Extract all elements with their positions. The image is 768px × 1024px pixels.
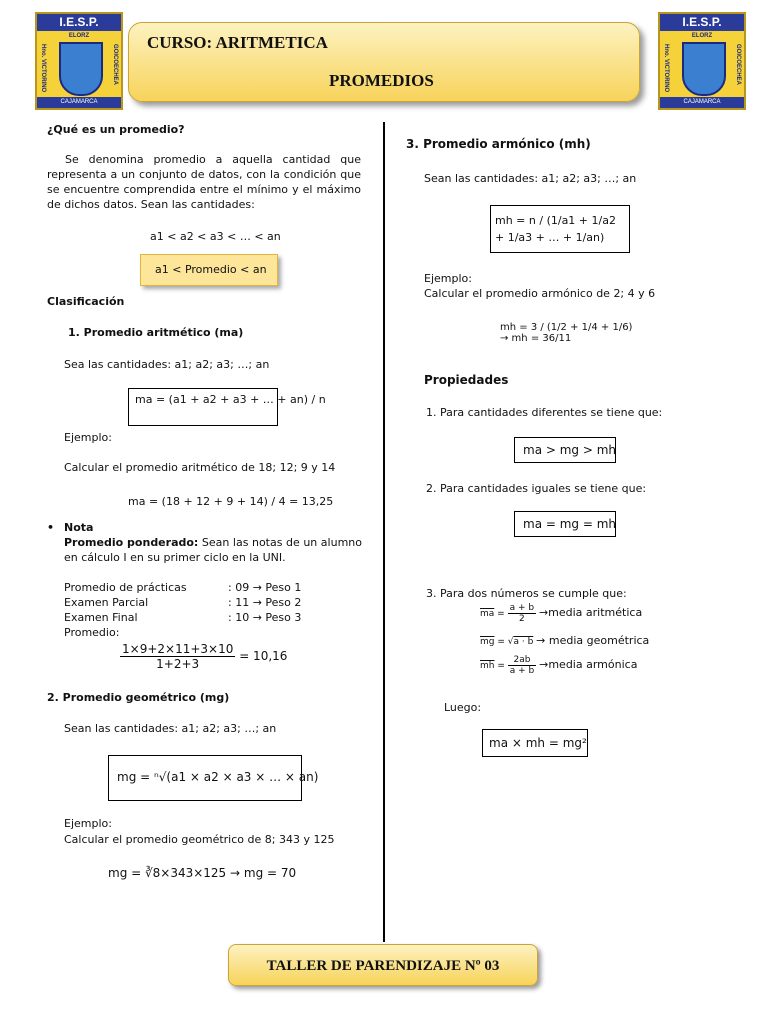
grade-label: Promedio de prácticas: [64, 581, 187, 594]
clasificacion-heading: Clasificación: [47, 295, 125, 308]
geometrico-calc: Calcular el promedio geométrico de 8; 343 y 125: [64, 833, 335, 846]
torch-icon: [59, 42, 103, 96]
media-armonica-label: →media armónica: [539, 658, 638, 671]
armonico-cantidades: Sean las cantidades: a1; a2; a3; …; an: [424, 172, 637, 185]
ejemplo-label: Ejemplo:: [64, 817, 112, 830]
grade-row: [64, 580, 364, 595]
geometrico-example: mg = ∛8×343×125 → mg = 70: [108, 866, 297, 880]
course-title: CURSO: ARITMETICA: [147, 33, 328, 52]
ponderado-label: Promedio ponderado:: [64, 536, 199, 549]
grade-label: Examen Final: [64, 611, 138, 624]
logo-right-text: GOICOECHEA: [112, 44, 118, 86]
torch-icon: [682, 42, 726, 96]
question-title: ¿Qué es un promedio?: [47, 123, 185, 136]
propiedad-1: 1. Para cantidades diferentes se tiene que:: [426, 406, 663, 419]
mg-two-formula: $\overline{mg} = √a \cdot b$ → media geométrica: [480, 634, 650, 647]
grade-label: Examen Parcial: [64, 596, 149, 609]
aritmetico-example: ma = (18 + 12 + 9 + 14) / 4 = 13,25: [128, 495, 334, 508]
geometrico-formula-box: mg = ⁿ√(a1 × a2 × a3 × … × an): [108, 755, 302, 801]
luego-box: ma × mh = mg²: [482, 729, 588, 757]
order-relation: a1 < a2 < a3 < … < an: [150, 230, 281, 243]
ejemplo-label: Ejemplo:: [64, 431, 112, 444]
section-armonico-title: 3. Promedio armónico (mh): [406, 137, 591, 151]
propiedad-2: 2. Para cantidades iguales se tiene que:: [426, 482, 647, 495]
logo-title: I.E.S.P.: [37, 14, 121, 31]
propiedad-3: 3. Para dos números se cumple que:: [426, 587, 627, 600]
logo-right-text: GOICOECHEA: [735, 44, 741, 86]
aritmetico-cantidades: Sea las cantidades: a1; a2; a3; …; an: [64, 358, 270, 371]
ponderado-text: Sean las notas de un alumno en cálculo I en su primer ciclo en la UNI.: [64, 536, 362, 564]
armonico-calc: Calcular el promedio armónico de 2; 4 y 6: [424, 287, 656, 300]
ejemplo-label: Ejemplo:: [424, 272, 472, 285]
footer-banner: TALLER DE PARENDIZAJE Nº 03: [228, 944, 538, 986]
section-geometrico-title: 2. Promedio geométrico (mg): [47, 691, 230, 704]
propiedad-1-box: ma > mg > mh: [514, 437, 616, 463]
aritmetico-formula-box: ma = (a1 + a2 + a3 + … + an) / n: [128, 388, 278, 426]
grade-value: : 10 → Peso 3: [228, 611, 302, 624]
geometrico-cantidades: Sean las cantidades: a1; a2; a3; …; an: [64, 722, 277, 735]
school-logo-left: [35, 12, 123, 110]
logo-sub: ELORZ: [691, 33, 713, 39]
propiedades-heading: Propiedades: [424, 373, 509, 387]
propiedad-2-box: ma = mg = mh: [514, 511, 616, 537]
title-banner: [128, 22, 640, 102]
bullet-icon: •: [47, 521, 55, 534]
media-geometrica-label: → media geométrica: [536, 634, 650, 647]
grades-list: [64, 580, 364, 640]
logo-bottom: CAJAMARCA: [37, 97, 121, 108]
logo-left-text: Hno. VICTORINO: [40, 44, 46, 93]
ma-two-formula: $\overline{ma}$ = $\frac{a + b}{2}$ →media aritmética: [480, 603, 643, 624]
intro-paragraph: Se denomina promedio a aquella cantidad que representa a un conjunto de datos, con la condición que se encuentre comprendida entre el mínimo y el máximo de dichos datos. Sean las cantidades:: [47, 153, 361, 211]
media-aritmetica-label: →media aritmética: [538, 606, 643, 619]
logo-title: I.E.S.P.: [660, 14, 744, 31]
armonico-example: mh = 3 / (1/2 + 1/4 + 1/6) → mh = 36/11: [500, 322, 633, 344]
grade-row: [64, 610, 364, 625]
grade-value: : 11 → Peso 2: [228, 596, 302, 609]
topic-title: PROMEDIOS: [329, 71, 434, 90]
ponderado-denominator: 1+2+3: [156, 657, 200, 671]
ponderado-result: = 10,16: [239, 649, 288, 663]
nota-heading: Nota: [64, 521, 94, 534]
grade-value: : 09 → Peso 1: [228, 581, 302, 594]
ponderado-formula: [120, 642, 287, 671]
section-aritmetico-title: 1. Promedio aritmético (ma): [68, 326, 244, 339]
ponderado-numerator: 1×9+2×11+3×10: [122, 642, 234, 656]
armonico-formula-box: mh = n / (1/a1 + 1/a2 + 1/a3 + … + 1/an): [490, 205, 630, 253]
logo-left-text: Hno. VICTORINO: [663, 44, 669, 93]
luego-label: Luego:: [444, 701, 482, 714]
school-logo-right: [658, 12, 746, 110]
logo-bottom: CAJAMARCA: [660, 97, 744, 108]
mh-two-formula: $\overline{mh}$ = $\frac{2ab}{a + b}$ →media armónica: [480, 655, 638, 676]
ponderado-paragraph: [64, 535, 362, 565]
aritmetico-calc: Calcular el promedio aritmético de 18; 12; 9 y 14: [64, 461, 336, 474]
logo-sub: ELORZ: [68, 33, 90, 39]
promedio-label: Promedio:: [64, 626, 120, 639]
range-box: a1 < Promedio < an: [140, 254, 278, 286]
column-divider: [383, 122, 385, 942]
grade-row: [64, 595, 364, 610]
